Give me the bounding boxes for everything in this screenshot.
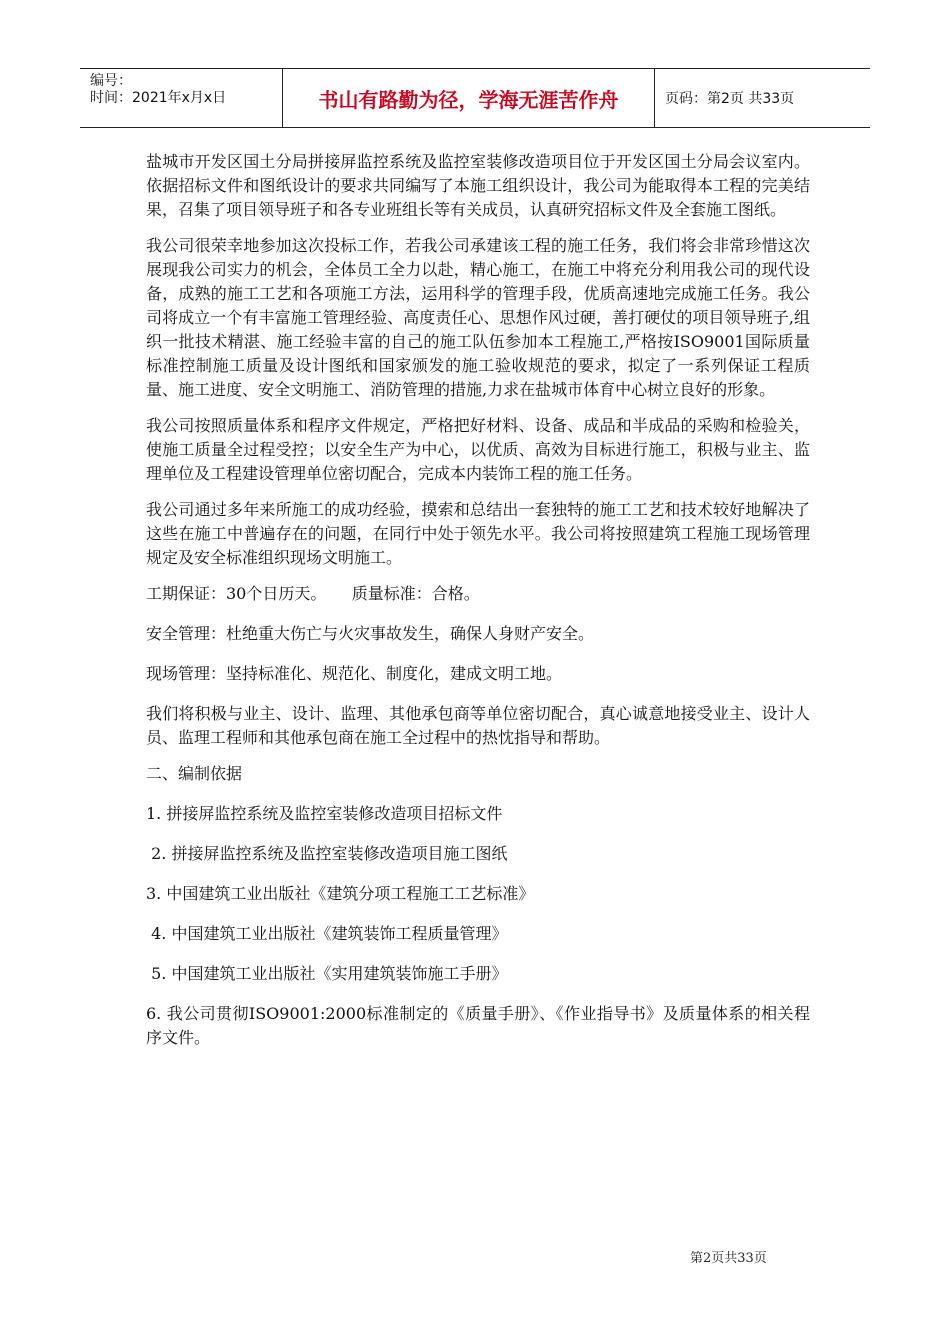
basis-list-item: 1. 拼接屏监控系统及监控室装修改造项目招标文件 bbox=[146, 804, 503, 823]
header-page-number: 页码：第2页 共33页 bbox=[665, 91, 795, 107]
basis-list-item: 2. 拼接屏监控系统及监控室装修改造项目施工图纸 bbox=[146, 844, 508, 863]
footer-page-number: 第2页共33页 bbox=[690, 1251, 767, 1266]
basis-list-item: 6. 我公司贯彻ISO9001:2000标准制定的《质量手册》、《作业指导书》及质量体系的相关程序文件。 bbox=[146, 1004, 810, 1047]
site-management-line: 现场管理：坚持标准化、规范化、制度化，建成文明工地。 bbox=[146, 664, 563, 683]
basis-list-item: 4. 中国建筑工业出版社《建筑装饰工程质量管理》 bbox=[146, 924, 508, 943]
basis-list-item: 3. 中国建筑工业出版社《建筑分项工程施工工艺标准》 bbox=[146, 884, 535, 903]
paragraph: 我们将积极与业主、设计、监理、其他承包商等单位密切配合，真心诚意地接受业主、设计人员、监理工程师和其他承包商在施工全过程中的热忱指导和帮助。 bbox=[146, 704, 810, 747]
paragraph: 盐城市开发区国土分局拼接屏监控系统及监控室装修改造项目位于开发区国土分局会议室内。依据招标文件和图纸设计的要求共同编写了本施工组织设计，我公司为能取得本工程的完美结果，召集了项目领导班子和各专业班组长等有关成员，认真研究招标文件及全套施工图纸。 bbox=[146, 152, 810, 219]
paragraph: 我公司通过多年来所施工的成功经验，摸索和总结出一套独特的施工工艺和技术较好地解决了这些在施工中普遍存在的问题，在同行中处于领先水平。我公司将按照建筑工程施工现场管理规定及安全标准组织现场文明施工。 bbox=[146, 500, 810, 567]
document-date: 时间：2021年x月x日 bbox=[90, 90, 227, 106]
paragraph: 我公司按照质量体系和程序文件规定，严格把好材料、设备、成品和半成品的采购和检验关，使施工质量全过程受控；以安全生产为中心，以优质、高效为目标进行施工，积极与业主、监理单位及工程建设管理单位密切配合，完成本内装饰工程的施工任务。 bbox=[146, 416, 810, 483]
safety-line: 安全管理：杜绝重大伤亡与火灾事故发生，确保人身财产安全。 bbox=[146, 624, 595, 643]
basis-list-item: 5. 中国建筑工业出版社《实用建筑装饰施工手册》 bbox=[146, 964, 508, 983]
schedule-quality-line: 工期保证：30个日历天。 质量标准：合格。 bbox=[146, 584, 480, 603]
document-body bbox=[146, 150, 810, 1062]
section-heading: 二、编制依据 bbox=[146, 764, 243, 783]
header-meta bbox=[80, 69, 283, 127]
header-motto: 书山有路勤为径，学海无涯苦作舟 bbox=[283, 69, 655, 127]
page-header bbox=[80, 68, 870, 128]
paragraph: 我公司很荣幸地参加这次投标工作，若我公司承建该工程的施工任务，我们将会非常珍惜这次展现我公司实力的机会，全体员工全力以赴，精心施工，在施工中将充分利用我公司的现代设备，成熟的施工工艺和各项施工方法，运用科学的管理手段，优质高速地完成施工任务。我公司将成立一个有丰富施工管理经验、高度责任心、思想作风过硬，善打硬仗的项目领导班子,组织一批技术精湛、施工经验丰富的自己的施工队伍参加本工程施工,严格按ISO9001国际质量标准控制施工质量及设计图纸和国家颁发的施工验收规范的要求，拟定了一系列保证工程质量、施工进度、安全文明施工、消防管理的措施,力求在盐城市体育中心树立良好的形象。 bbox=[146, 236, 810, 399]
document-code: 编号： bbox=[90, 73, 132, 89]
